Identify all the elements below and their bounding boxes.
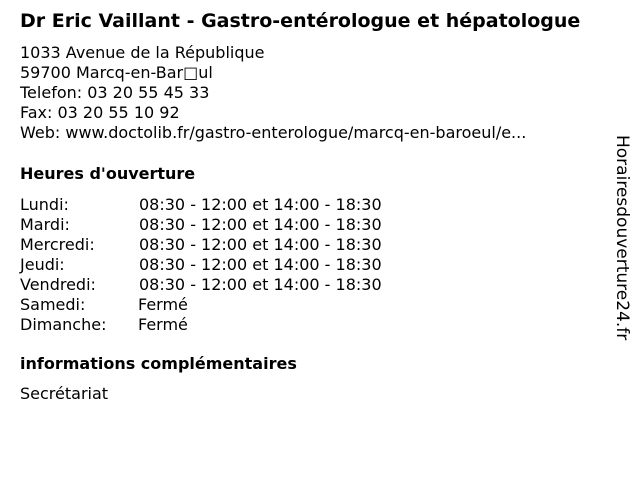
day-label: Mercredi: bbox=[20, 235, 95, 254]
additional-info-text: Secrétariat bbox=[20, 384, 109, 403]
day-label: Lundi: bbox=[20, 195, 69, 214]
day-hours: 08:30 - 12:00 et 14:00 - 18:30 bbox=[139, 195, 382, 214]
site-watermark bbox=[612, 135, 634, 375]
fax-number: Fax: 03 20 55 10 92 bbox=[20, 103, 180, 122]
day-hours: 08:30 - 12:00 et 14:00 - 18:30 bbox=[139, 275, 382, 294]
day-hours: 08:30 - 12:00 et 14:00 - 18:30 bbox=[139, 255, 382, 274]
website-link[interactable]: Web: www.doctolib.fr/gastro-enterologue/marcq-en-baroeul/e... bbox=[20, 123, 527, 142]
day-label: Dimanche: bbox=[20, 315, 107, 334]
day-hours: Fermé bbox=[138, 295, 188, 314]
address-city: 59700 Marcq-en-Bar□ul bbox=[20, 63, 213, 82]
opening-hours-heading: Heures d'ouverture bbox=[20, 164, 196, 183]
day-label: Mardi: bbox=[20, 215, 70, 234]
contact-block bbox=[20, 43, 526, 143]
day-hours: 08:30 - 12:00 et 14:00 - 18:30 bbox=[139, 215, 382, 234]
day-label: Vendredi: bbox=[20, 275, 96, 294]
day-label: Jeudi: bbox=[20, 255, 65, 274]
page-title: Dr Eric Vaillant - Gastro-entérologue et hépatologue bbox=[20, 10, 581, 32]
watermark-text: Horairesdouverture24.fr bbox=[612, 135, 632, 341]
day-hours: Fermé bbox=[138, 315, 188, 334]
additional-info-heading: informations complémentaires bbox=[20, 354, 297, 373]
day-label: Samedi: bbox=[20, 295, 86, 314]
address-street: 1033 Avenue de la République bbox=[20, 43, 265, 62]
day-hours: 08:30 - 12:00 et 14:00 - 18:30 bbox=[139, 235, 382, 254]
phone-number: Telefon: 03 20 55 45 33 bbox=[20, 83, 210, 102]
